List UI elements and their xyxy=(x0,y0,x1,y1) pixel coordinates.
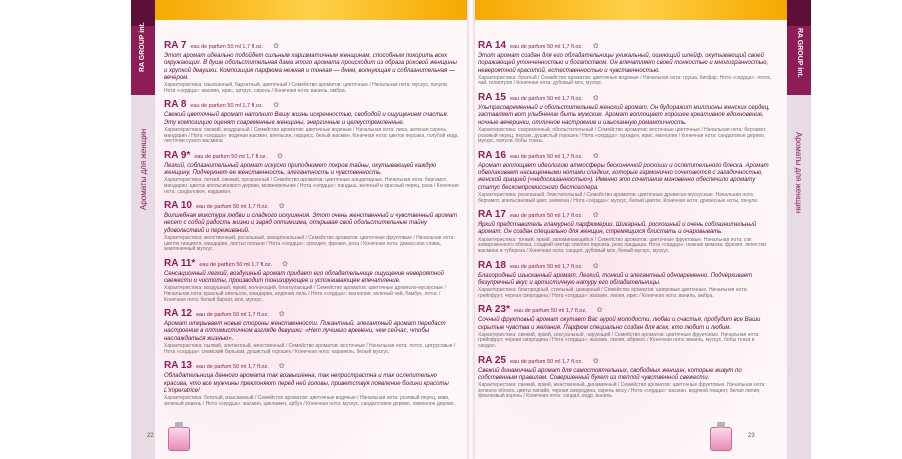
perfume-characteristics: Характеристика: женственный, роскошный, эмоциональный / Семейство ароматов: цветочные фруктовые / Начальная нота: цветок гиацинта, мандарин, листья полыни / Нота «сердца»: орхидея, фрезия, роза / Конечная нота: дамасская слива, земляничный мускус. xyxy=(164,235,455,253)
perfume-entry xyxy=(478,92,774,145)
perfume-entry xyxy=(478,40,774,87)
perfume-entry xyxy=(478,260,774,300)
perfume-characteristics: Характеристика: богатый / Семейство ароматов: цветочные водяные / Начальная нота: груша, бигфар. Нота «сердца»: лотос, чай, гелиотроп / Конечная нота: дубовый мох, мускус. xyxy=(478,74,772,87)
perfume-code: RA 17 xyxy=(478,209,506,221)
perfume-description: Аромат открывает новые стороны женственности. Пикантный, элегантный аромат передаст настроение в оптимистичном взгляде девушки: «Нет лучшего времени, чем сейчас, чтобы наслаждаться жизнью». xyxy=(164,321,446,342)
perfume-meta: eau de parfum 50 ml 1,7 fl.oz. xyxy=(513,308,587,315)
perfume-code: RA 16 xyxy=(478,149,506,161)
fragrance-type-icon: ✿ xyxy=(592,43,599,50)
perfume-meta: eau de parfum 50 ml 1,7 fl.oz. xyxy=(509,358,583,365)
fragrance-type-icon: ✿ xyxy=(592,212,599,220)
perfume-description: Свежий цветочный аромат наполнит Вашу жизнь искренностью, свободой и ощущением счастья. Эту композицию оценят современные женщины, энергичные и целеустремленные. xyxy=(164,112,449,126)
perfume-entry xyxy=(478,209,774,254)
brand-label-left: RA GROUP int. xyxy=(139,22,146,72)
perfume-meta: eau de parfum 50 ml 1,7 fl.oz. xyxy=(195,364,269,371)
perfume-bottle-image xyxy=(710,427,732,451)
perfume-entry xyxy=(478,304,774,349)
perfume-code: RA 14 xyxy=(478,40,506,51)
fragrance-type-icon: ✿ xyxy=(592,152,599,160)
perfume-code: RA 15 xyxy=(478,92,506,104)
fragrance-type-icon: ✿ xyxy=(592,95,599,103)
fragrance-type-icon: ✿ xyxy=(278,363,285,371)
perfume-characteristics: Характеристика: изысканный, бархатный, цветочный / Семейство ароматов: цветочные / Начальная нота: мускус, пачули. Нота «сердца»: жасмин, ирис, цитрус, сирень / Конечная нота: ваниль, амбра. xyxy=(164,82,449,94)
fragrance-type-icon: ✿ xyxy=(278,311,285,319)
perfume-description: Этот аромат создан для его обладательницы уникальный, ошеющий шлейф, окутывающий своей поражающей утонченностью и богатством. Он впечатляет своей тонкостью и многогранностью, невероятной красотой, естественностью и чувственностью. xyxy=(478,53,769,74)
perfume-description: Сочный фруктовый аромат окутает Вас аурой молодости, любви и счастья, пробудит все Ваши скрытые чувства и желания. Парфюм специально создан для всех, кто любит и любим. xyxy=(478,317,761,331)
perfume-meta: eau de parfum 50 ml 1,7 fl.oz. xyxy=(190,44,264,50)
perfume-code: RA 8 xyxy=(164,99,187,111)
perfume-characteristics: Характеристика: свежий, яркий, сексуальный, чарующий / Семейство ароматов: цветочные фруктовые. Начальная нота: грейпфрут, черная смородина / Нота «сердца»: жасмин, лилия, абрикос / Конечная нота: ваниль, мускус, бобы тонка и сандал. xyxy=(478,331,760,350)
page-number-right: 23 xyxy=(748,433,755,439)
fragrance-type-icon: ✿ xyxy=(592,357,599,365)
perfume-description: Благородный изысканный аромат. Легкий, тонкий и элегантный одновременно. Подчеркивает безупречный вкус и артистичную натуру его обладательницы. xyxy=(478,272,753,286)
perfume-entry xyxy=(478,150,774,204)
perfume-entry xyxy=(164,360,460,407)
fragrance-type-icon: ✿ xyxy=(278,203,285,211)
perfume-code: RA 10 xyxy=(164,200,192,212)
perfume-characteristics: Характеристика: роскошный, блистательный / Семейство ароматов: цветочные древесно-мускусные. Начальная нота: бергамот, апельсиновый цвет, анемона / Нота «сердца»: мускус, белый цветок. Конечная нота: древесные ноты, пачули. xyxy=(478,191,759,204)
perfume-code: RA 11* xyxy=(164,257,196,269)
fragrance-type-icon: ✿ xyxy=(592,262,599,270)
perfume-code: RA 23* xyxy=(478,304,510,316)
section-title-right: Ароматы для женщин xyxy=(794,132,803,214)
perfume-description: Сенсационный легкий, воздушный аромат придает его обладательнице ощущение невероятной свежести и чистоты, производит тонизирующее и успокаивающее впечатление. xyxy=(164,270,444,285)
page-gutter xyxy=(467,0,475,459)
perfume-description: Аромат воплощает идеологию атмосферы бесконечной роскоши и ослепительного блеска. Аромат обволакивает насыщенными нотами сладких, которые гармонично сочетаются с загадочностью, женской грацией («недосказанностью»). Именно это сочетание мгновенно обеспечило аромату статус бескомпромиссного бестселлера. xyxy=(478,162,769,191)
perfume-characteristics: Характеристика: пылкий, элегантный, женственный / Семейство ароматов: восточные / Начальная нота: лотос, цитрусовые / Нота «сердца»: сиамский бальзам, душистый горошек / Конечная нота: карамель, белый мускус. xyxy=(164,343,456,355)
left-header-bar xyxy=(155,0,467,20)
fragrance-type-icon: ✿ xyxy=(277,152,283,160)
perfume-meta: eau de parfum 50 ml 1,7 fl.oz. xyxy=(190,103,264,110)
perfume-meta: eau de parfum 50 ml 1,7 fl.oz. xyxy=(509,263,583,270)
left-side-tab xyxy=(131,0,155,459)
perfume-characteristics: Характеристика: воздушный, яркий, волнующий, благоухающий / Семейство ароматов: цветочные древесно-мускусные / Начальная нота: красный апельсин, мандарин, водяная лиль / Нота «сердца»: магнолия, зеленый чай, бамбук, лотос / Конечная нота: белый бархат, мох, мускус. xyxy=(164,285,446,303)
perfume-meta: eau de parfum 50 ml 1,7 fl.oz. xyxy=(509,96,583,103)
perfume-meta: eau de parfum 50 ml 1,7 fl.oz. xyxy=(509,44,583,50)
perfume-characteristics: Характеристика: современный, обольстительный / Семейство ароматов: восточные цветочные / Начальная нота: бергамот, розовый перец, персик, душистый горошек / Нота «сердца»: орхидея, ирис, магнолия / Конечная нота: сандаловое дерево, мускус, пачули, бобы тонка. xyxy=(478,126,767,145)
perfume-description: Обладательница данного аромата так возвышенна, так непристрастна и так ослепительно красива, что все мужчины преклоняют перед ней головы, приветствуя появление богини красоты L'imperatrice! xyxy=(164,373,449,394)
section-title-left: Ароматы для женщин xyxy=(139,128,148,210)
left-column xyxy=(164,40,460,412)
perfume-meta: eau de parfum 50 ml 1,7 fl.oz. xyxy=(195,204,269,211)
fragrance-type-icon: ✿ xyxy=(596,307,603,315)
perfume-entry xyxy=(164,99,460,144)
perfume-entry xyxy=(478,355,774,400)
brand-label-right: RA GROUP int. xyxy=(796,28,803,78)
perfume-meta: eau de parfum 50 ml 1,7 fl.oz. xyxy=(195,312,269,319)
perfume-description: Легкий, соблазнительный аромат искусно приподнимет покров тайны, окутывающей каждую женщину. Подчеркнет ее женственность, элегантность и чувственность. xyxy=(164,162,436,177)
perfume-characteristics: Характеристика: богатый, изысканный / Семейство ароматов: цветочные водяные / Начальная нота: розовый перец, киви, зеленый ревень / Нота «сердца»: жасмин, цикламен, арбуз / Конечная нота: мускус, сандалловое дерево, лимонное дерево. xyxy=(164,395,455,407)
perfume-characteristics: Характеристика: свежий, яркий, женственный, динамичный / Семейство ароматов: цветочные фруктовые. Начальная нота: зеленое яблоко, цветы папайи, черная смородина, сирень мосу / Нота «сердца»: жасмин, водяной гиацинт, белая лилия, фиалковый корень / Конечная нота: сандал, кедр, ваниль. xyxy=(478,382,766,400)
right-header-bar xyxy=(475,0,787,20)
right-column xyxy=(478,40,774,405)
perfume-code: RA 13 xyxy=(164,360,192,372)
perfume-description: Этот аромат идеально подойдет сильным харизматичным женщинам, способным покорить всех окружающих. В душе обольстительная дама этого аромата происходит из образа роковой женщины и хрупкой девушки. Композиция парфюма нежная и тонкая — днем, волнующая и соблазнительная — вечером. xyxy=(164,53,457,81)
perfume-entry xyxy=(164,150,460,195)
perfume-meta: eau de parfum 50 ml 1,7 fl.oz. xyxy=(199,261,273,268)
fragrance-type-icon: ✿ xyxy=(273,43,280,50)
perfume-characteristics: Характеристика: тонкий, яркий, запоминающийся / Семейство ароматов: цветочные фруктовые. Начальная нота: сок замороженного яблока, сладкий нектар спелого персика, роза ландыша. Нота «сердца»: нежная мимоза, фрезия, лепестки жасмина и тубероза / Конечная нота: сандал, дубовый мох, белый мускус, мускус. xyxy=(478,236,767,254)
fragrance-type-icon: ✿ xyxy=(282,260,288,268)
perfume-characteristics: Характеристика: благородный, стильный, шикарный / Семейство ароматов: шипровые цветочные. Начальная нота: грейпфрут, черная смородина / Нота «сердца»: жасмин, лилия, ирис / Конечная нота: ваниль, амбра. xyxy=(478,287,748,299)
perfume-bottle-image xyxy=(168,427,190,451)
perfume-characteristics: Характеристика: легкий, свежий, прозрачный / Семейство ароматов: цветочные альдегидные. Начальная нота: бергамот, мандарин, цветок апельсинового дерева, можжевельник / Нота «сердца»: ландыш, зеленый и красный перец, роза / Конечная нота: сандаловое, кардамон. xyxy=(164,177,459,195)
perfume-entry xyxy=(164,308,460,355)
perfume-code: RA 12 xyxy=(164,308,192,320)
right-side-tab xyxy=(787,0,811,459)
perfume-code: RA 18 xyxy=(478,259,506,271)
perfume-description: Ультрасовременный и обольстительный женский аромат. Он будоражит миллионы женских сердец, заставляет вот улыбнение быть мужские. Аромат воплощает хорошее креативное вдохновение, ночные вечеринки, отличное настроение и изысканную романтичность. xyxy=(478,105,770,126)
page-number-left: 22 xyxy=(147,433,154,439)
perfume-entry xyxy=(164,200,460,253)
perfume-description: Свежий динамичный аромат для самостоятельных, свободных женщин, которые живут по собственным правилам. Совершенный букет из теплой чувственной свежести. xyxy=(478,367,742,381)
perfume-entry xyxy=(164,258,460,303)
perfume-meta: eau de parfum 50 ml 1,7 fl.oz. xyxy=(509,153,583,160)
perfume-characteristics: Характеристика: свежий, воздушный / Семейство ароматов: цветочные водяные / Начальная нота: лиса, зеленая сирень, мандарин / Нота «сердца»: водяная жасмин, апельсин, нарцисс, белый жасмин. Конечная нота: цветок персика, голубой кедр, листочки сухого жасмина xyxy=(164,126,459,145)
perfume-meta: eau de parfum 50 ml 1,7 fl.oz. xyxy=(509,213,583,220)
perfume-code: RA 7 xyxy=(164,40,187,51)
perfume-entry xyxy=(164,40,460,94)
fragrance-type-icon: ✿ xyxy=(273,102,280,110)
perfume-code: RA 25 xyxy=(478,354,506,366)
perfume-meta: eau de parfum 50 ml 1,7 fl.oz. xyxy=(194,153,268,160)
perfume-description: Яркий представитель гламурной парфюмерии. Шикарный, роскошный и очень соблазнительный аромат. Он создан специально для женщин, стремящихся блистать и очаровывать. xyxy=(478,222,757,236)
perfume-code: RA 9* xyxy=(164,149,191,161)
perfume-description: Волшебная микстура любви и сладкого искушения. Этот очень женственный и чувственный аромат несет с собой радость жизни и заряд оптимизма, открывая свой обольстительные тайну удовольствий и переживаний. xyxy=(164,213,458,234)
